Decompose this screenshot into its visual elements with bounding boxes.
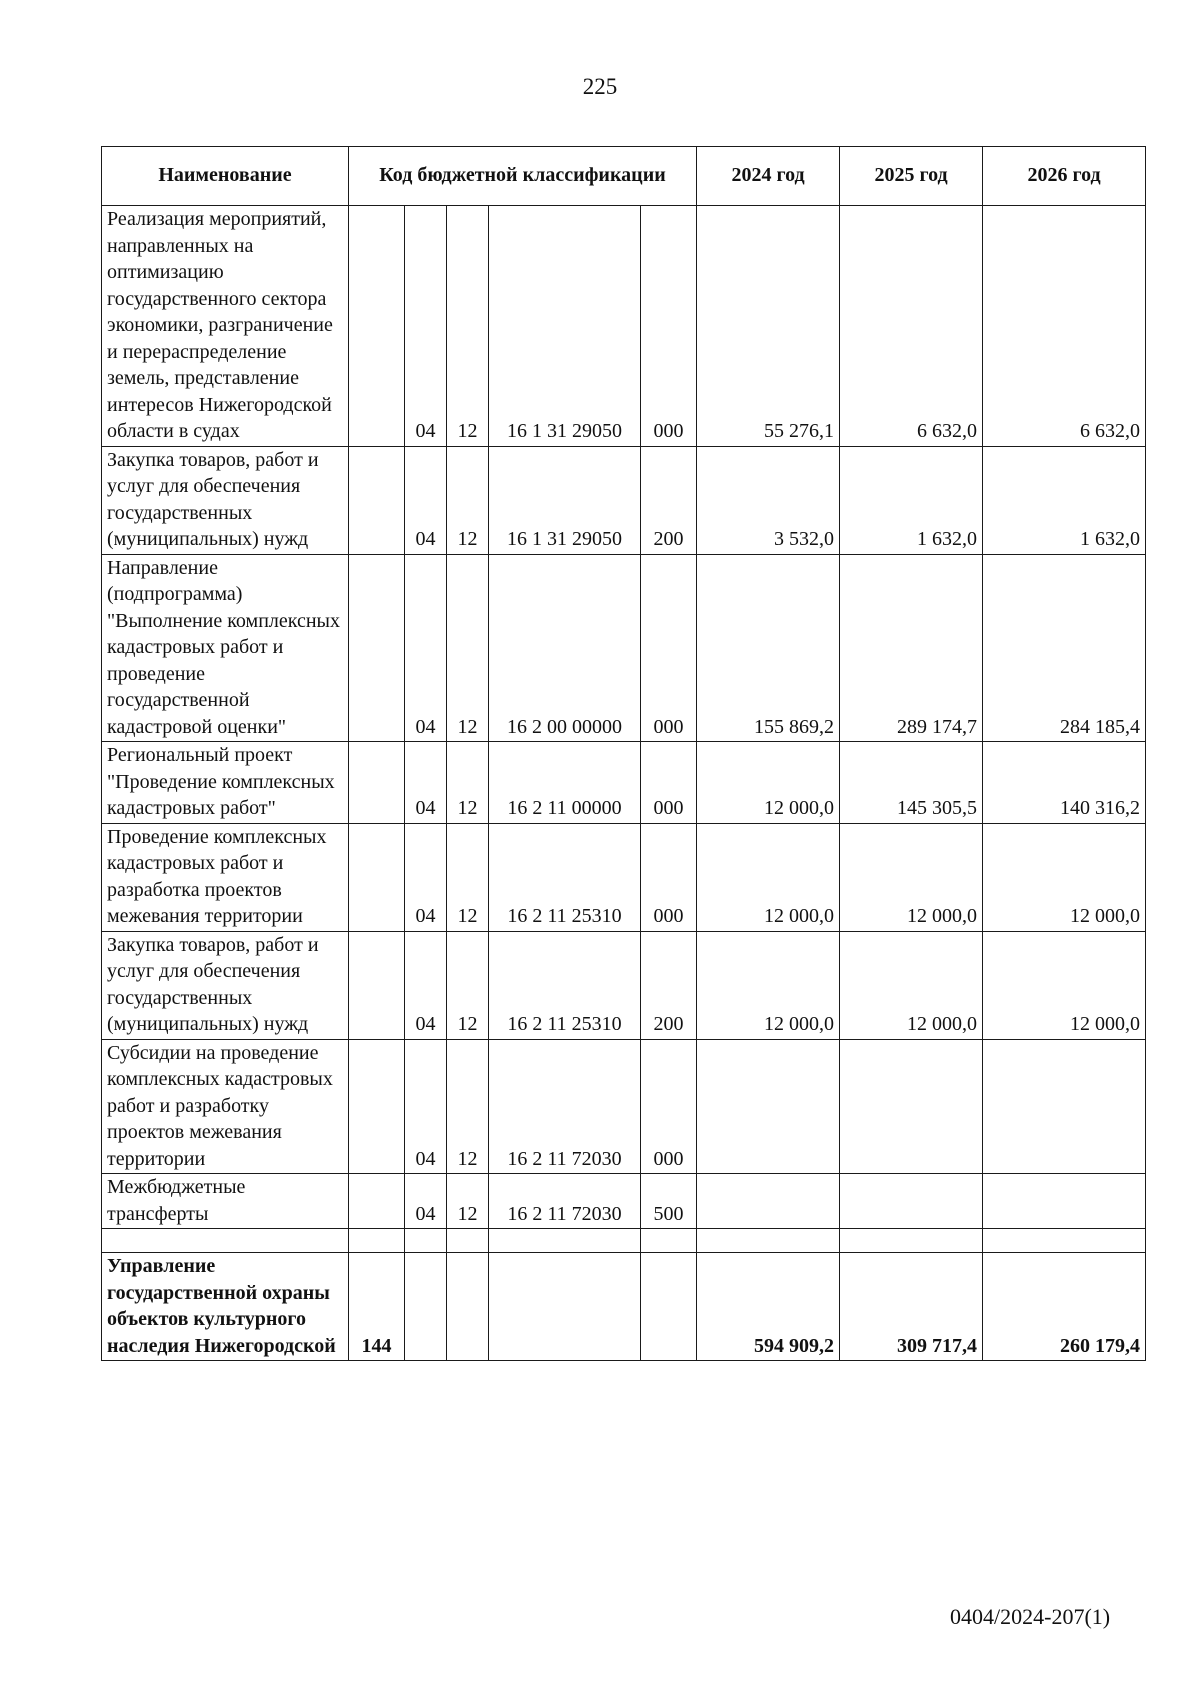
table-row — [102, 1174, 1146, 1229]
row-2024 — [697, 1174, 840, 1229]
row-2026: 6 632,0 — [983, 206, 1146, 447]
row-name: Межбюджетные трансферты — [102, 1174, 349, 1229]
row-2025: 1 632,0 — [840, 446, 983, 554]
row-rz — [405, 1253, 447, 1361]
row-csr — [489, 1253, 641, 1361]
row-ved: 144 — [349, 1253, 405, 1361]
empty-cell — [349, 1229, 405, 1253]
row-pr: 12 — [447, 554, 489, 742]
row-2024: 12 000,0 — [697, 823, 840, 931]
row-csr: 16 2 11 00000 — [489, 742, 641, 824]
row-2024: 55 276,1 — [697, 206, 840, 447]
table-row — [102, 554, 1146, 742]
budget-table — [101, 146, 1146, 1361]
row-vr: 000 — [641, 1039, 697, 1174]
empty-cell — [840, 1229, 983, 1253]
row-rz: 04 — [405, 742, 447, 824]
row-name: Управление государственной охраны объектов культурного наследия Нижегородской — [102, 1253, 349, 1361]
empty-cell — [983, 1229, 1146, 1253]
row-2025 — [840, 1039, 983, 1174]
table-row — [102, 742, 1146, 824]
row-2024: 3 532,0 — [697, 446, 840, 554]
row-pr — [447, 1253, 489, 1361]
row-2026: 12 000,0 — [983, 823, 1146, 931]
row-vr: 000 — [641, 823, 697, 931]
row-vr: 000 — [641, 206, 697, 447]
document-code: 0404/2024-207(1) — [950, 1604, 1111, 1629]
row-rz: 04 — [405, 446, 447, 554]
row-2024: 12 000,0 — [697, 742, 840, 824]
row-pr: 12 — [447, 931, 489, 1039]
row-2025 — [840, 1174, 983, 1229]
row-rz: 04 — [405, 1174, 447, 1229]
row-csr: 16 2 11 72030 — [489, 1039, 641, 1174]
table-row — [102, 1039, 1146, 1174]
row-pr: 12 — [447, 742, 489, 824]
row-ved — [349, 1039, 405, 1174]
empty-cell — [489, 1229, 641, 1253]
row-rz: 04 — [405, 1039, 447, 1174]
row-csr: 16 2 00 00000 — [489, 554, 641, 742]
row-csr: 16 2 11 25310 — [489, 823, 641, 931]
row-name: Региональный проект "Проведение комплексных кадастровых работ" — [102, 742, 349, 824]
row-2025: 309 717,4 — [840, 1253, 983, 1361]
row-pr: 12 — [447, 1174, 489, 1229]
row-2025: 12 000,0 — [840, 823, 983, 931]
row-ved — [349, 823, 405, 931]
row-csr: 16 2 11 72030 — [489, 1174, 641, 1229]
row-2026: 1 632,0 — [983, 446, 1146, 554]
row-name: Направление (подпрограмма) "Выполнение комплексных кадастровых работ и проведение государственной кадастровой оценки" — [102, 554, 349, 742]
row-ved — [349, 1174, 405, 1229]
table-row-department — [102, 1253, 1146, 1361]
row-2025: 6 632,0 — [840, 206, 983, 447]
row-2026 — [983, 1039, 1146, 1174]
header-2026: 2026 год — [983, 147, 1146, 206]
row-ved — [349, 931, 405, 1039]
table-row — [102, 931, 1146, 1039]
row-vr: 000 — [641, 554, 697, 742]
row-name: Субсидии на проведение комплексных кадастровых работ и разработку проектов межевания территории — [102, 1039, 349, 1174]
empty-cell — [641, 1229, 697, 1253]
row-name: Закупка товаров, работ и услуг для обеспечения государственных (муниципальных) нужд — [102, 446, 349, 554]
empty-cell — [697, 1229, 840, 1253]
empty-cell — [102, 1229, 349, 1253]
row-csr: 16 1 31 29050 — [489, 206, 641, 447]
row-rz: 04 — [405, 931, 447, 1039]
row-vr: 500 — [641, 1174, 697, 1229]
table-row — [102, 206, 1146, 447]
row-name: Реализация мероприятий, направленных на оптимизацию государственного сектора экономики, разграничение и перераспределение земель, представление интересов Нижегородской области в судах — [102, 206, 349, 447]
row-vr: 000 — [641, 742, 697, 824]
empty-cell — [447, 1229, 489, 1253]
empty-row — [102, 1229, 1146, 1253]
row-ved — [349, 742, 405, 824]
row-2026: 12 000,0 — [983, 931, 1146, 1039]
row-pr: 12 — [447, 446, 489, 554]
row-pr: 12 — [447, 206, 489, 447]
row-2026: 284 185,4 — [983, 554, 1146, 742]
row-2025: 12 000,0 — [840, 931, 983, 1039]
row-pr: 12 — [447, 823, 489, 931]
row-2026: 260 179,4 — [983, 1253, 1146, 1361]
row-vr: 200 — [641, 446, 697, 554]
row-csr: 16 2 11 25310 — [489, 931, 641, 1039]
row-2025: 145 305,5 — [840, 742, 983, 824]
row-2024: 594 909,2 — [697, 1253, 840, 1361]
row-ved — [349, 206, 405, 447]
row-pr: 12 — [447, 1039, 489, 1174]
row-2026: 140 316,2 — [983, 742, 1146, 824]
row-ved — [349, 446, 405, 554]
row-ved — [349, 554, 405, 742]
table-header-row — [102, 147, 1146, 206]
row-2025: 289 174,7 — [840, 554, 983, 742]
row-2026 — [983, 1174, 1146, 1229]
row-vr: 200 — [641, 931, 697, 1039]
row-2024: 155 869,2 — [697, 554, 840, 742]
row-2024 — [697, 1039, 840, 1174]
row-rz: 04 — [405, 206, 447, 447]
table-row — [102, 446, 1146, 554]
row-vr — [641, 1253, 697, 1361]
header-code: Код бюджетной классификации — [349, 147, 697, 206]
header-2024: 2024 год — [697, 147, 840, 206]
page-number: 225 — [582, 74, 618, 99]
row-csr: 16 1 31 29050 — [489, 446, 641, 554]
row-name: Закупка товаров, работ и услуг для обеспечения государственных (муниципальных) нужд — [102, 931, 349, 1039]
row-name: Проведение комплексных кадастровых работ и разработка проектов межевания территории — [102, 823, 349, 931]
row-2024: 12 000,0 — [697, 931, 840, 1039]
row-rz: 04 — [405, 823, 447, 931]
row-rz: 04 — [405, 554, 447, 742]
empty-cell — [405, 1229, 447, 1253]
header-name: Наименование — [102, 147, 349, 206]
header-2025: 2025 год — [840, 147, 983, 206]
table-row — [102, 823, 1146, 931]
